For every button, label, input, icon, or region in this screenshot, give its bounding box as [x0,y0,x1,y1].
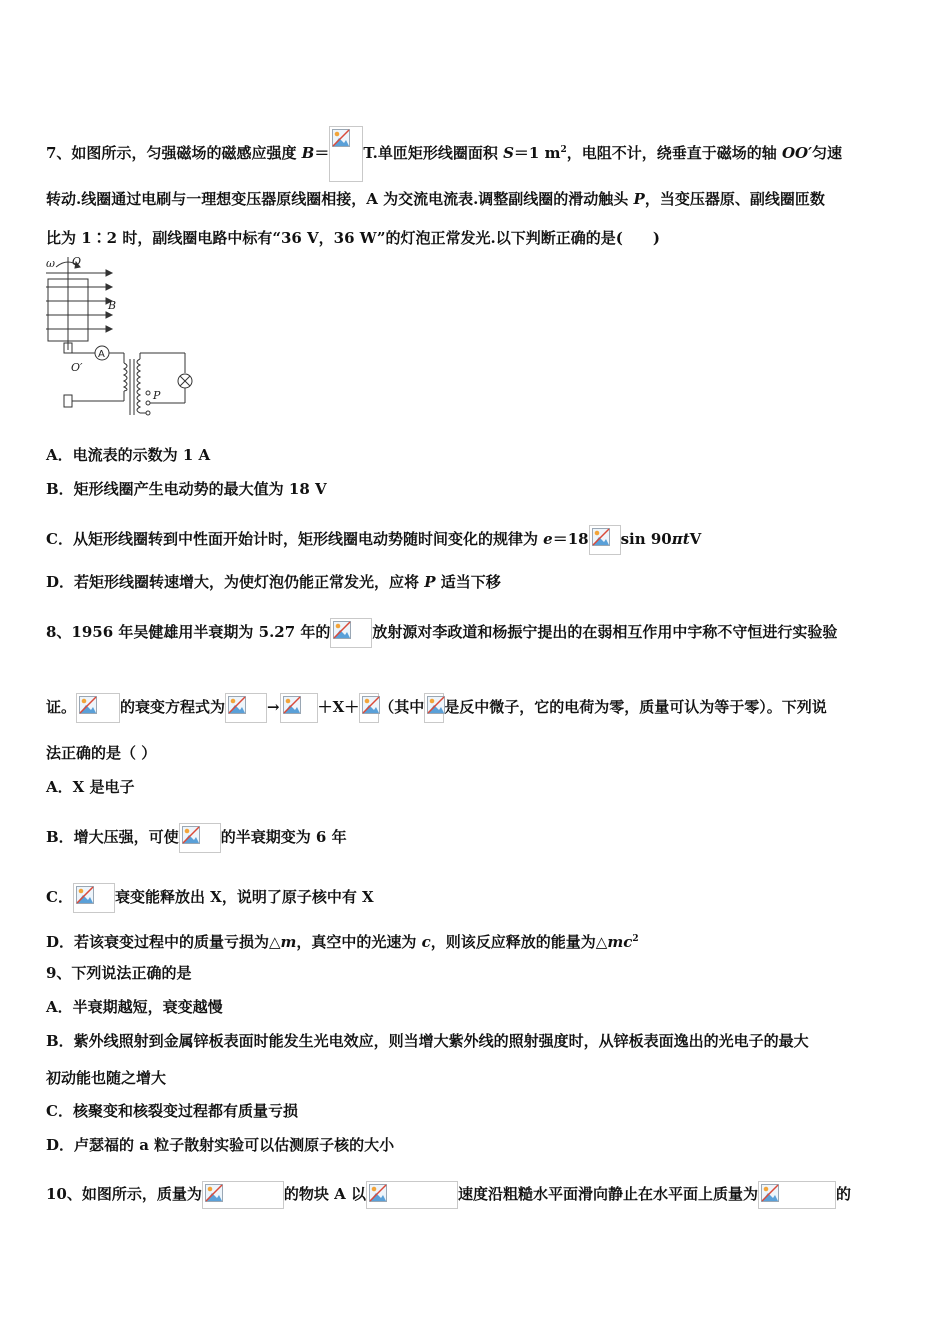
q9-title: 9、下列说法正确的是 [46,964,192,982]
q8-option-d: D．若该衰变过程中的质量亏损为△m，真空中的光速为 c，则该反应释放的能量为$\triangle mc^2$ [46,933,639,951]
field-b-label: B [108,299,117,312]
formula-image-icon [424,693,444,723]
formula-image-icon [329,126,363,182]
q9-option-d: D．卢瑟福的 a 粒子散射实验可以估测原子核的大小 [46,1136,395,1154]
q8-line-2: 证。 的衰变方程式为 → ＋X＋ （其中 是反中微子，它的电荷为零，质量可认为等于零）。下列说 [46,693,827,723]
q8-option-a: A．X 是电子 [46,778,135,796]
q7-line-1: 7、如图所示，匀强磁场的磁感应强度 B＝ T.单匝矩形线圈面积 S＝1 $m^2$，电阻不计，绕垂直于磁场的轴 OO′匀速 [46,126,842,182]
q8-line-3: 法正确的是（ ） [46,744,157,762]
q8-option-b: B．增大压强，可使 的半衰期变为 6 年 [46,823,347,853]
formula-image-icon [225,693,267,723]
q9-option-b-line-1: B．紫外线照射到金属锌板表面时能发生光电效应，则当增大紫外线的照射强度时，从锌板表面逸出的光电子的最大 [46,1032,809,1050]
slider-p-label: P [153,389,161,402]
formula-image-icon [366,1181,458,1209]
q10-line-1: 10、如图所示，质量为 的物块 A 以 速度沿粗糙水平面滑向静止在水平面上质量为 的 [46,1181,851,1209]
axis-o-prime-label: O′ [71,361,83,374]
q7-line-2: 转动.线圈通过电刷与一理想变压器原线圈相接，A 为交流电流表.调整副线圈的滑动触头 P，当变压器原、副线圈匝数 [46,190,825,208]
q8-line-1: 8、1956 年吴健雄用半衰期为 5.27 年的 放射源对李政道和杨振宁提出的在弱相互作用中宇称不守恒进行实验验 [46,618,837,648]
q7-line-3: 比为 1∶2 时，副线圈电路中标有“36 V，36 W”的灯泡正常发光.以下判断正确的是( ) [46,229,660,247]
q8-option-c: C． 衰变能释放出 X，说明了原子核中有 X [46,883,374,913]
generator-transformer-figure [40,255,200,430]
q7-option-c: C．从矩形线圈转到中性面开始计时，矩形线圈电动势随时间变化的规律为 e＝18 sin 90πtV [46,525,701,555]
omega-label: ω [46,257,55,270]
q7-option-b: B．矩形线圈产生电动势的最大值为 18 V [46,480,327,498]
formula-image-icon [758,1181,836,1209]
q9-option-b-line-2: 初动能也随之增大 [46,1069,167,1087]
formula-image-icon [73,883,115,913]
axis-o-label: O [72,255,82,268]
formula-image-icon [202,1181,284,1209]
formula-image-icon [330,618,372,648]
q7-option-a: A．电流表的示数为 1 A [46,446,211,464]
q9-option-c: C．核聚变和核裂变过程都有质量亏损 [46,1102,298,1120]
formula-image-icon [589,525,621,555]
ammeter-label: A [98,349,105,360]
formula-image-icon [359,693,379,723]
formula-image-icon [179,823,221,853]
q9-option-a: A．半衰期越短，衰变越慢 [46,998,223,1016]
formula-image-icon [76,693,120,723]
q7-option-d: D．若矩形线圈转速增大，为使灯泡仍能正常发光，应将 P 适当下移 [46,573,501,591]
formula-image-icon [280,693,318,723]
